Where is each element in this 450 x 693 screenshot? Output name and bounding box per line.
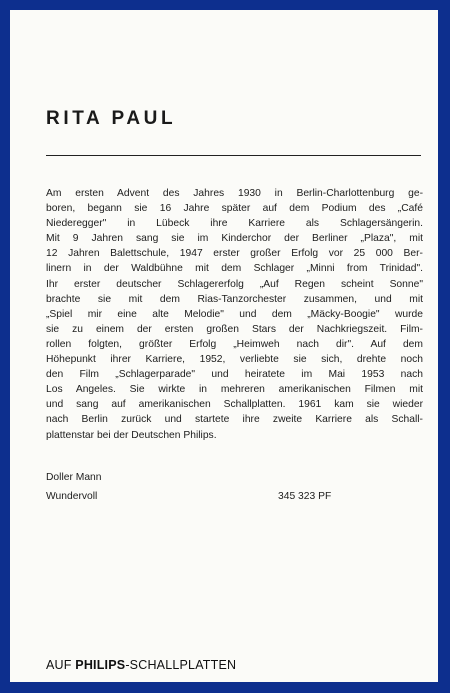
bio-line: Höhepunkt ihrer Karriere, 1952, verliebte sie sich, drehte noch	[46, 354, 423, 366]
footer-suffix: -SCHALLPLATTEN	[125, 658, 237, 672]
bio-line: „Spiel mir eine alte Melodie" und dem „Mäcky-Boogie" wurde	[46, 308, 423, 320]
bio-line: und sang auf amerikanischen Schallplatten. 1961 kam sie wieder	[46, 399, 423, 411]
bio-line: Los Angeles. Sie wirkte in mehreren amerikanischen Filmen mit	[46, 384, 423, 396]
track-title: Wundervoll	[46, 491, 98, 502]
philips-brand: PHILIPS	[75, 658, 126, 672]
biography-text	[46, 186, 423, 443]
bio-line: den Film „Schlagerparade" und heiratete im Mai 1953 nach	[46, 369, 423, 381]
title-divider	[46, 155, 421, 156]
bio-line: Mit 9 Jahren sang sie im Kinderchor der Berliner „Plaza", mit	[46, 233, 423, 245]
bio-line: Niederegger" in Lübeck ihre Karriere als Schlagersängerin.	[46, 218, 423, 230]
bio-line: Am ersten Advent des Jahres 1930 in Berlin-Charlottenburg ge-	[46, 188, 423, 199]
bio-line: nach Berlin zurück und startete ihre zweite Karriere als Schall-	[46, 414, 423, 426]
bio-line: sie zu einem der ersten großen Stars der Nachkriegszeit. Film-	[46, 323, 423, 335]
catalog-number: 345 323 PF	[278, 491, 332, 502]
bio-line: rollen folgten, größter Erfolg „Heimweh nach dir". Auf dem	[46, 338, 423, 350]
bio-line: boren, begann sie 16 Jahre später auf dem Podium des „Café	[46, 203, 423, 215]
artist-title: RITA PAUL	[46, 108, 177, 129]
track-title: Doller Mann	[46, 472, 102, 483]
document-card	[10, 10, 438, 682]
bio-line: brachte sie mit dem Rias-Tanzorchester zusammen, und mit	[46, 293, 423, 305]
footer-prefix: AUF	[46, 658, 76, 672]
label-footer	[46, 659, 236, 672]
bio-line: 12 Jahren Balettschule, 1947 erster großer Erfolg vor 25 000 Ber-	[46, 248, 423, 260]
bio-line: Ihr erster deutscher Schlagererfolg „Auf Regen scheint Sonne"	[46, 278, 423, 290]
bio-line: linern in der Waldbühne mit dem Schlager „Minni from Trinidad".	[46, 263, 423, 275]
bio-line: plattenstar bei der Deutschen Philips.	[46, 429, 217, 441]
